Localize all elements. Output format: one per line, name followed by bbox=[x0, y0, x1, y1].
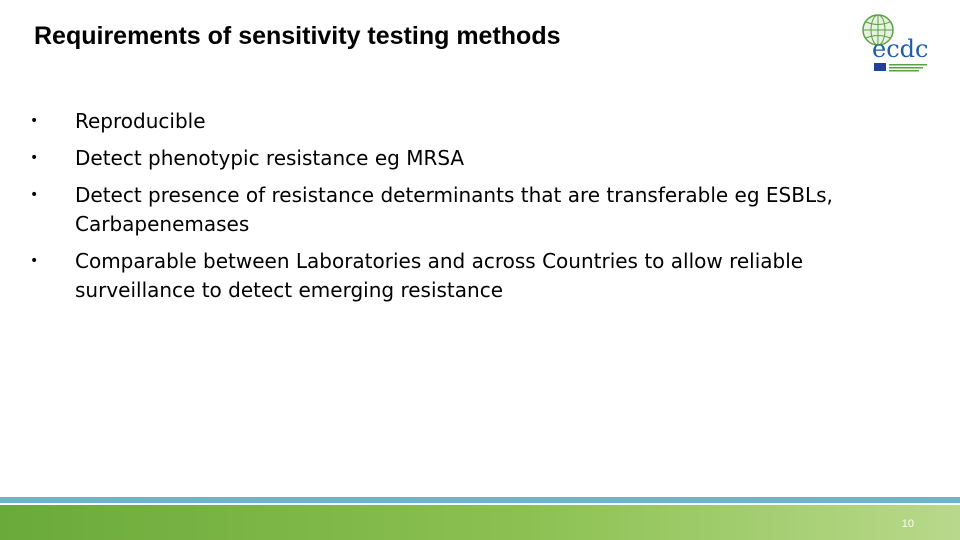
logo-text: ecdc bbox=[872, 35, 929, 63]
bullet-dot: • bbox=[30, 187, 39, 203]
ecdc-logo bbox=[852, 10, 934, 74]
bullet-list bbox=[30, 107, 890, 313]
bullet-text: Comparable between Laboratories and across Countries to allow reliable surveillance to detect emerging resistance bbox=[75, 249, 804, 302]
bullet-item bbox=[30, 247, 890, 305]
bullet-text: Reproducible bbox=[75, 109, 206, 133]
page-number: 10 bbox=[901, 518, 914, 530]
slide-title: Requirements of sensitivity testing methods bbox=[34, 22, 561, 50]
bullet-text: Detect presence of resistance determinants that are transferable eg ESBLs, Carbapenemases bbox=[75, 183, 833, 236]
bullet-text: Detect phenotypic resistance eg MRSA bbox=[75, 146, 465, 170]
footer-divider bbox=[0, 497, 960, 503]
footer-bar bbox=[0, 505, 960, 540]
bullet-item bbox=[30, 107, 890, 136]
bullet-item bbox=[30, 181, 890, 239]
bullet-dot: • bbox=[30, 150, 39, 166]
bullet-dot: • bbox=[30, 253, 39, 269]
bullet-dot: • bbox=[30, 113, 39, 129]
bullet-item bbox=[30, 144, 890, 173]
